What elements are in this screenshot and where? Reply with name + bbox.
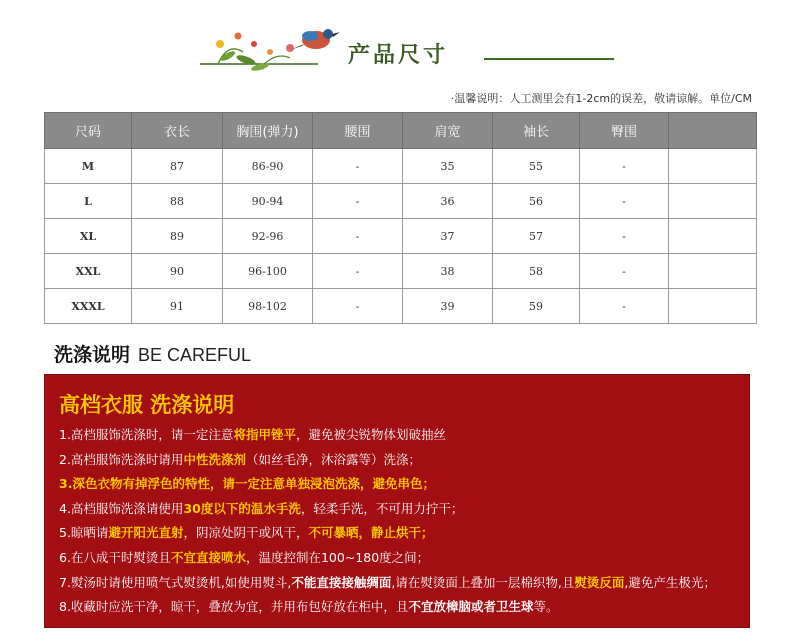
table-cell: 38	[403, 254, 493, 289]
table-cell	[669, 149, 757, 184]
care-item	[59, 546, 716, 571]
care-text: ,请在熨烫面上叠加一层棉织物,且	[391, 574, 575, 590]
column-header: 胸围(弹力)	[223, 113, 313, 149]
table-cell: 35	[403, 149, 493, 184]
table-cell: -	[313, 184, 403, 219]
table-cell	[669, 219, 757, 254]
table-cell: 86-90	[223, 149, 313, 184]
table-cell: 92-96	[223, 219, 313, 254]
table-cell: -	[580, 254, 669, 289]
table-cell: -	[313, 254, 403, 289]
table-cell: -	[580, 219, 669, 254]
table-header-row	[45, 113, 757, 149]
table-cell: 96-100	[223, 254, 313, 289]
table-cell: -	[580, 149, 669, 184]
care-item	[59, 423, 716, 448]
header	[0, 0, 790, 105]
care-highlight: 避开阳光直射	[108, 525, 184, 541]
table-cell: -	[313, 289, 403, 324]
table-cell: 58	[493, 254, 580, 289]
care-highlight: 不宜放樟脑或者卫生球	[408, 599, 534, 615]
table-cell: -	[580, 184, 669, 219]
table-cell: 36	[403, 184, 493, 219]
care-text: ，温度控制在100~180度之间；	[245, 549, 430, 565]
care-heading	[54, 340, 251, 367]
care-item	[59, 448, 716, 473]
care-highlight: 熨烫反面	[574, 574, 625, 590]
column-header: 衣长	[132, 113, 223, 149]
care-text: ，避免被尖锐物体划破抽丝	[295, 427, 446, 442]
care-item	[59, 595, 716, 620]
care-text: 2.高档服饰洗涤时请用	[59, 451, 184, 467]
care-item	[59, 497, 716, 522]
care-text: 1.高档服饰洗涤时，请一定注意	[59, 427, 234, 442]
table-row	[45, 149, 757, 184]
care-list	[59, 423, 716, 620]
table-cell: 57	[493, 219, 580, 254]
table-cell: -	[313, 219, 403, 254]
care-highlight: 不宜直接喷水	[170, 549, 246, 565]
care-heading-en: BE CAREFUL	[138, 345, 252, 365]
table-row	[45, 254, 757, 289]
table-cell: 55	[493, 149, 580, 184]
care-text: ，阴凉处阴干或风干，	[183, 525, 309, 541]
care-item	[59, 472, 716, 497]
care-heading-zh: 洗涤说明	[54, 344, 131, 366]
table-cell	[669, 184, 757, 219]
care-text: 5.晾晒请	[59, 525, 109, 541]
table-cell: L	[45, 184, 132, 219]
table-cell: 56	[493, 184, 580, 219]
table-cell: XL	[45, 219, 132, 254]
column-header: 袖长	[493, 113, 580, 149]
care-highlight: 不能直接接触绸面	[291, 574, 392, 590]
care-highlight: 30度以下的温水手洗	[183, 500, 301, 516]
table-cell: 88	[132, 184, 223, 219]
care-text: ,避免产生极光；	[624, 574, 716, 590]
table-cell: 98-102	[223, 289, 313, 324]
table-cell: -	[313, 149, 403, 184]
table-cell: 39	[403, 289, 493, 324]
care-highlight: 不可暴晒，静止烘干；	[308, 525, 434, 541]
title-divider	[484, 58, 614, 60]
column-header	[669, 113, 757, 149]
table-row	[45, 219, 757, 254]
table-cell	[669, 289, 757, 324]
care-text: 4.高档服饰洗涤请使用	[59, 500, 184, 516]
care-highlight: 将指甲锉平	[233, 427, 296, 442]
column-header: 臀围	[580, 113, 669, 149]
care-text: ，轻柔手洗，不可用力拧干；	[300, 500, 464, 516]
table-cell: 90-94	[223, 184, 313, 219]
floral-bird-decoration	[198, 22, 343, 77]
care-item	[59, 521, 716, 546]
care-text: 7.熨汤时请使用喷气式熨烫机,如使用熨斗,	[59, 574, 292, 590]
care-text: 等。	[533, 599, 559, 615]
table-cell: XXL	[45, 254, 132, 289]
care-item	[59, 571, 716, 596]
table-cell: 87	[132, 149, 223, 184]
column-header: 腰围	[313, 113, 403, 149]
table-cell: M	[45, 149, 132, 184]
care-highlight: 中性洗涤剂	[183, 451, 246, 467]
table-cell: 37	[403, 219, 493, 254]
table-row	[45, 289, 757, 324]
table-cell: 59	[493, 289, 580, 324]
table-cell	[669, 254, 757, 289]
table-cell: XXXL	[45, 289, 132, 324]
table-cell: 90	[132, 254, 223, 289]
page-title: 产品尺寸	[348, 42, 449, 68]
measurement-note: ·温馨说明：人工测里会有1-2cm的误差，敬请谅解。单位/CM	[450, 92, 752, 105]
size-table	[44, 112, 757, 324]
care-highlight: 3.深色衣物有掉浮色的特性，请一定注意单独浸泡洗涤，避免串色；	[59, 476, 435, 492]
column-header: 尺码	[45, 113, 132, 149]
table-cell: 89	[132, 219, 223, 254]
table-cell: 91	[132, 289, 223, 324]
care-text: 8.收藏时应洗干净，晾干，叠放为宜，并用布包好放在柜中，且	[59, 599, 409, 615]
care-instructions-box	[44, 374, 750, 628]
care-text: （如丝毛净，沐浴露等）洗涤；	[245, 451, 421, 467]
care-text: 6.在八成干时熨烫且	[59, 549, 171, 565]
column-header: 肩宽	[403, 113, 493, 149]
table-row	[45, 184, 757, 219]
care-box-title: 高档衣服 洗涤说明	[59, 393, 235, 417]
table-cell: -	[580, 289, 669, 324]
